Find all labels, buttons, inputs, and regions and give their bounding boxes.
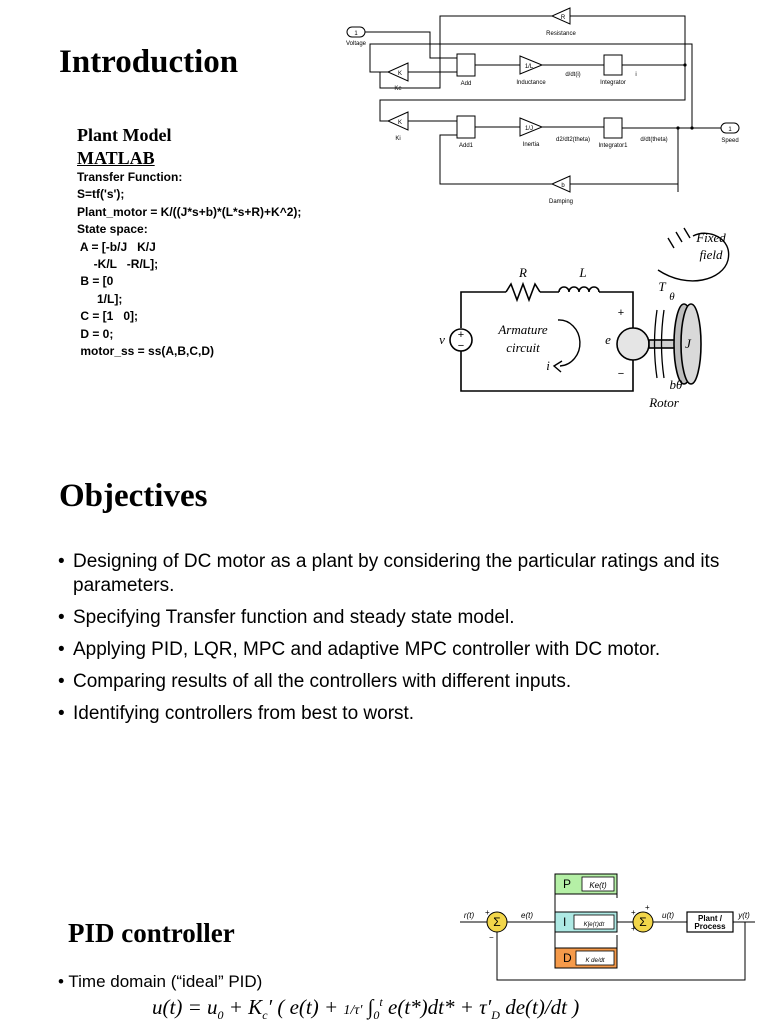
objectives-list	[58, 550, 748, 734]
current-label: i	[546, 358, 550, 373]
resistor-label: R	[519, 265, 527, 280]
list-item: • Applying PID, LQR, MPC and adaptive MPC controller with DC motor.	[58, 638, 748, 662]
inertia-gain-text: 1/J	[524, 126, 534, 132]
d-label: D	[563, 951, 572, 965]
integrator1-label: Integrator1	[598, 143, 628, 149]
formula-k-sub: c	[262, 1008, 268, 1023]
code-line: 1/L];	[77, 291, 123, 306]
i-signal-label: i	[635, 72, 637, 78]
introduction-heading: Introduction	[59, 44, 239, 80]
add1-label: Add1	[458, 143, 474, 149]
ki-label: Ki	[395, 136, 401, 142]
damping-label: bθ	[669, 377, 683, 392]
fixed-label: Fixed	[696, 230, 726, 245]
motor-minus: −	[617, 368, 625, 380]
objectives-heading: Objectives	[59, 478, 208, 514]
rotor-label: Rotor	[649, 395, 679, 410]
torque-label: T	[658, 279, 666, 294]
formula-mid: ( e(t) +	[272, 995, 344, 1019]
code-line: B = [0	[77, 274, 114, 289]
resistance-label: Resistance	[546, 31, 576, 37]
inertia-label: J	[685, 336, 691, 351]
code-line: D = 0;	[77, 326, 114, 341]
d-term: K de/dt	[585, 958, 605, 964]
d2dt2-label: d2/dt2(theta)	[555, 137, 591, 143]
code-line: C = [1 0];	[77, 309, 139, 324]
add-label: Add	[460, 81, 472, 87]
list-item: • Comparing results of all the controllers with different inputs.	[58, 670, 748, 694]
inductor	[559, 287, 599, 292]
damping-label: Damping	[548, 199, 574, 205]
p-label: P	[563, 877, 572, 891]
inductance-label: Inductance	[516, 80, 546, 86]
formula-u: u(t) = u	[152, 995, 218, 1019]
code-line: State space:	[77, 222, 148, 237]
inductance-gain-text: 1/L	[524, 64, 534, 70]
plant-label-2: Process	[694, 922, 726, 931]
source-minus: −	[457, 340, 465, 352]
add1-block	[457, 116, 475, 138]
ke-label: Ke	[394, 86, 402, 92]
voltage-label: Voltage	[345, 41, 367, 47]
pid-bullet-text: Time domain (“ideal” PID)	[68, 972, 263, 991]
pid-heading: PID controller	[68, 918, 235, 948]
circuit-label: circuit	[506, 340, 540, 355]
r-gain-text: R	[560, 15, 566, 21]
formula-u-sub: 0	[217, 1008, 224, 1023]
plus-sign-2: +	[631, 908, 636, 917]
armature-label: Armature	[498, 322, 548, 337]
ke-gain-text: K	[397, 71, 403, 77]
list-item: • Identifying controllers from best to worst.	[58, 702, 748, 726]
plus-sign-4: +	[645, 903, 650, 912]
emf-label: e	[605, 332, 611, 347]
inertia-label: Inertia	[522, 142, 540, 148]
list-item: • Designing of DC motor as a plant by considering the particular ratings and its parameters.	[58, 550, 748, 598]
formula-tau-sub: D	[491, 1008, 500, 1023]
plus-sign-3: +	[631, 924, 636, 933]
source-plus: +	[457, 329, 465, 341]
speed-label: Speed	[721, 138, 739, 144]
code-line: S=tf('s');	[77, 187, 125, 202]
formula-frac: 1/τ′	[343, 1003, 363, 1018]
dc-motor-circuit	[428, 218, 748, 418]
yt-label: y(t)	[738, 911, 750, 920]
minus-sign-1: −	[489, 933, 494, 942]
rt-label: r(t)	[463, 911, 475, 920]
code-line: A = [-b/J K/J	[77, 239, 156, 254]
i-label: I	[563, 915, 567, 929]
add-block	[457, 54, 475, 76]
formula-k: + K	[223, 995, 263, 1019]
plant-label-1: Plant /	[697, 914, 723, 923]
damping-gain-text: b	[561, 183, 565, 189]
bullet-dot: •	[58, 972, 64, 991]
voltage-port-num: 1	[354, 31, 358, 37]
speed-port-num: 1	[728, 127, 732, 133]
voltage-label: v	[439, 332, 445, 347]
p-term: Ke(t)	[589, 881, 607, 890]
code-line: Plant_motor = K/((J*s+b)*(L*s+R)+K^2);	[77, 204, 302, 219]
matlab-code-block	[77, 169, 301, 360]
et-label: e(t)	[521, 911, 533, 920]
formula-end: de(t)/dt )	[499, 995, 580, 1019]
pid-formula	[152, 995, 579, 1023]
list-item: • Specifying Transfer function and steady state model.	[58, 606, 748, 630]
plant-model-title: Plant Model	[77, 125, 172, 145]
didt-label: d/dt(i)	[565, 72, 581, 78]
ddt-label: d/dt(theta)	[640, 137, 668, 143]
code-line: Transfer Function:	[77, 170, 183, 184]
i-term: K∫e(τ)dτ	[583, 922, 605, 928]
integrator1-block	[604, 118, 622, 138]
motor-plus: +	[617, 307, 625, 319]
simulink-diagram	[330, 0, 768, 215]
formula-rest: e(t*)dt* + τ′	[382, 995, 492, 1019]
ki-gain-text: K	[397, 120, 403, 126]
formula-int-sub: 0	[373, 1008, 380, 1023]
matlab-title: MATLAB	[77, 148, 155, 168]
code-line: -K/L -R/L];	[77, 257, 159, 272]
formula-int-sup: t	[379, 995, 383, 1009]
sigma-2: Σ	[639, 915, 647, 929]
plus-sign-1: +	[485, 908, 490, 917]
motor-body	[617, 328, 649, 360]
field-label: field	[699, 247, 723, 262]
ut-label: u(t)	[662, 911, 674, 920]
sigma-1: Σ	[493, 915, 501, 929]
integrator-block	[604, 55, 622, 75]
code-line: motor_ss = ss(A,B,C,D)	[77, 344, 215, 359]
formula-k-prime: ′	[267, 995, 273, 1019]
pid-bullet	[58, 972, 262, 992]
integrator-label: Integrator	[600, 80, 626, 86]
resistor	[506, 284, 540, 300]
theta-label: θ	[669, 291, 675, 303]
formula-int: ∫	[362, 995, 374, 1019]
pid-block-diagram	[455, 868, 760, 986]
inductor-label: L	[579, 265, 587, 280]
